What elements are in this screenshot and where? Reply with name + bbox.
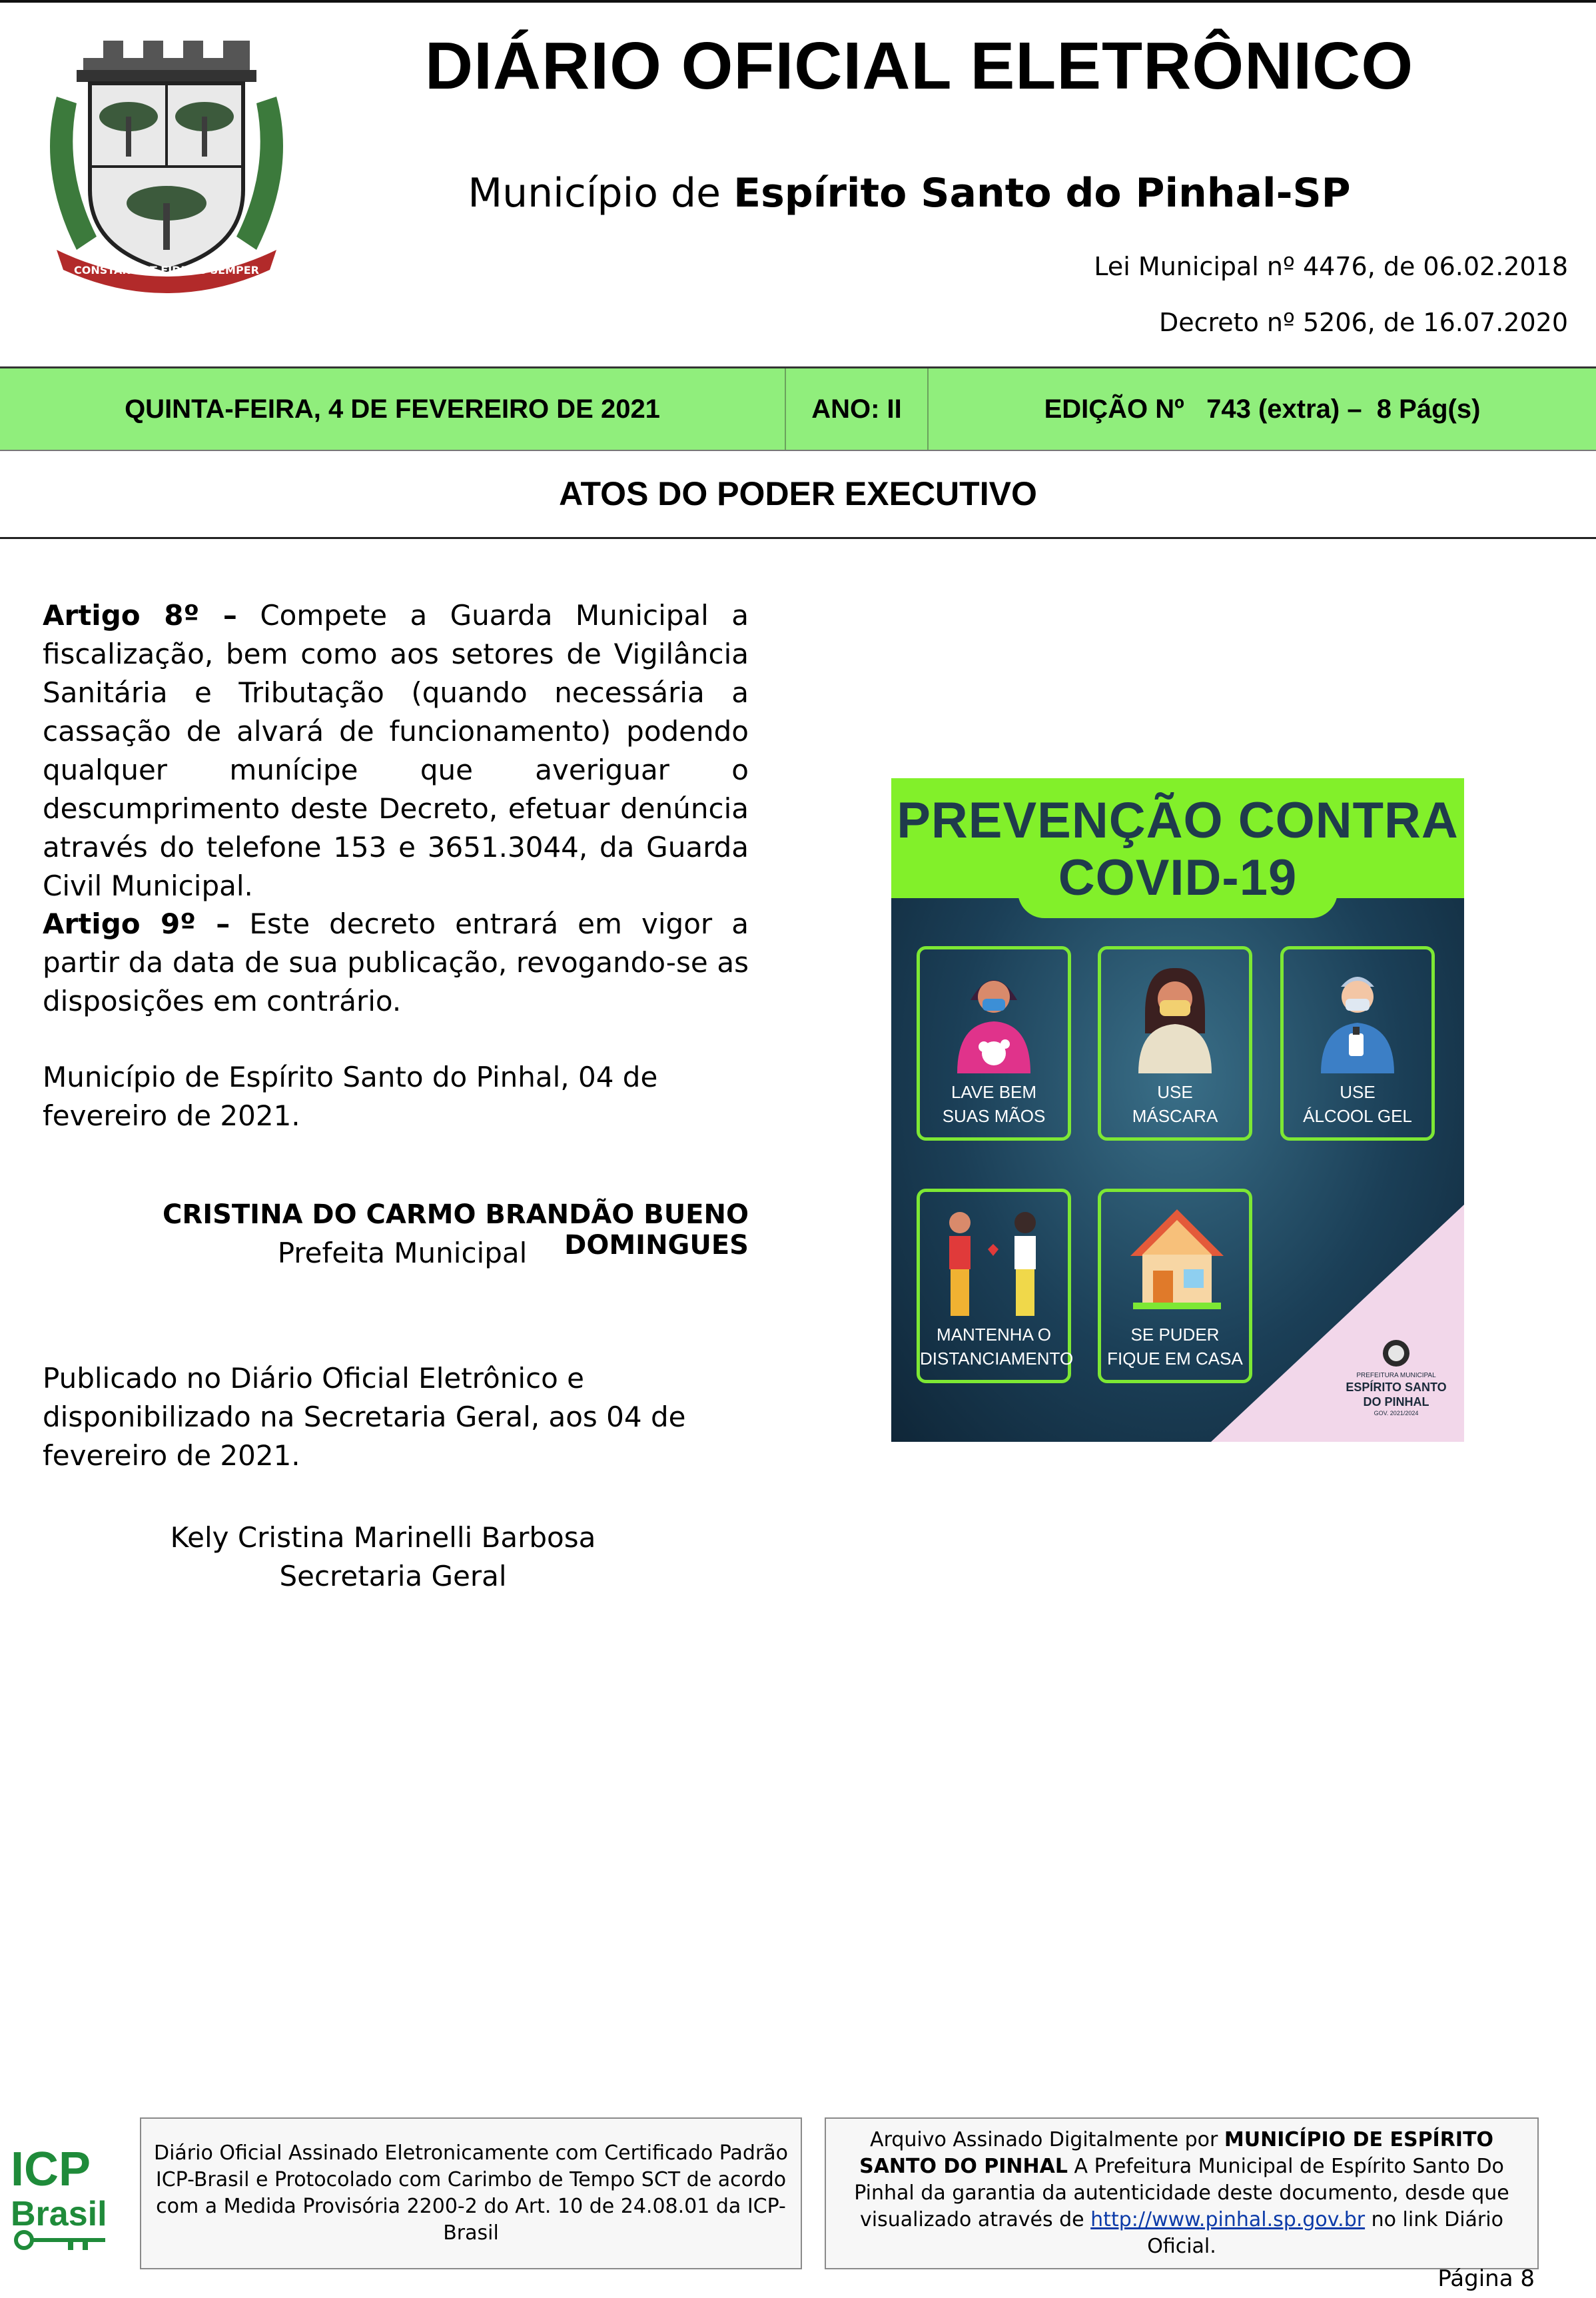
hand-washing-icon — [944, 960, 1044, 1073]
card-label: USE ÁLCOOL GEL — [1303, 1082, 1412, 1126]
card-label: LAVE BEM SUAS MÃOS — [942, 1082, 1046, 1126]
edition-date: QUINTA-FEIRA, 4 DE FEVEREIRO DE 2021 — [0, 368, 786, 450]
poster-card-distancing — [917, 1189, 1074, 1383]
mayor-name: CRISTINA DO CARMO BRANDÃO BUENO DOMINGUES — [163, 1199, 749, 1261]
footer-signature-note — [825, 2117, 1539, 2269]
poster-logo-caption: PREFEITURA MUNICIPAL — [1356, 1372, 1436, 1379]
article-9-text: Este decreto entrará em vigor a partir da data de sua publicação, revogando-se as disposições em contrário. — [43, 907, 749, 1017]
signature-middle: A Prefeitura Municipal de Espírito Santo Do Pinhal da garantia da autenticidade deste documento, desde que visualizado através de — [854, 2155, 1509, 2231]
house-icon — [1124, 1203, 1230, 1316]
poster-logo-name: ESPÍRITO SANTO DO PINHAL — [1346, 1381, 1447, 1409]
edition-bar — [0, 366, 1596, 451]
poster-title-line1: PREVENÇÃO CONTRA — [897, 792, 1459, 849]
secretary-name: Kely Cristina Marinelli Barbosa — [170, 1521, 596, 1554]
poster-card-hand-gel — [1280, 946, 1435, 1141]
card-label: USE MÁSCARA — [1132, 1082, 1218, 1126]
law-reference: Lei Municipal nº 4476, de 06.02.2018 — [1094, 252, 1568, 281]
card-label: SE PUDER FIQUE EM CASA — [1107, 1325, 1243, 1369]
card-label: MANTENHA O DISTANCIAMENTO — [920, 1325, 1074, 1369]
article-9-label: Artigo 9º – — [43, 907, 230, 940]
article-9 — [43, 905, 749, 1021]
poster-city-logo — [1336, 1338, 1456, 1417]
edition-year: ANO: II — [786, 368, 929, 450]
top-rule — [0, 0, 1596, 3]
article-8-text: Compete a Guarda Municipal a fiscalização, bem como aos setores de Vigilância Sanitária e Tributação (quando necessária a cassação de alvará de funcionamento) podendo qualquer munícipe que averiguar o descumprimento deste Decreto, efetuar denúncia através do telefone 153 e 3651.3044, da Guarda Civil Municipal. — [43, 599, 749, 902]
svg-text:ICP: ICP — [11, 2143, 91, 2196]
article-8-label: Artigo 8º – — [43, 599, 237, 632]
page-title: DIÁRIO OFICIAL ELETRÔNICO — [424, 29, 1414, 103]
publication-note: Publicado no Diário Oficial Eletrônico e disponibilizado na Secretaria Geral, aos 04 de fevereiro de 2021. — [43, 1362, 686, 1472]
signature-prefix: Arquivo Assinado Digitalmente por — [870, 2128, 1224, 2151]
face-mask-icon — [1125, 960, 1225, 1073]
article-8 — [43, 596, 749, 905]
edition-number: EDIÇÃO Nº 743 (extra) – 8 Pág(s) — [1044, 394, 1481, 424]
page-number: Página 8 — [1437, 2265, 1535, 2292]
section-title: ATOS DO PODER EXECUTIVO — [559, 475, 1037, 512]
signature-entity: MUNICÍPIO DE ESPÍRITO SANTO DO PINHAL — [859, 2128, 1493, 2178]
mayor-role: Prefeita Municipal — [277, 1237, 528, 1269]
municipality-subtitle — [373, 170, 1445, 217]
covid-prevention-poster — [891, 778, 1464, 1442]
place-date: Município de Espírito Santo do Pinhal, 04 de fevereiro de 2021. — [43, 1061, 658, 1132]
svg-text:Brasil: Brasil — [11, 2195, 107, 2233]
section-rule — [0, 537, 1596, 539]
svg-text:CONSTANS ET FIDELIS SEMPER: CONSTANS ET FIDELIS SEMPER — [74, 264, 259, 277]
hand-sanitizer-icon — [1308, 960, 1407, 1073]
pinhal-website-link[interactable]: http://www.pinhal.sp.gov.br — [1090, 2208, 1366, 2231]
poster-logo-term: GOV. 2021/2024 — [1374, 1410, 1419, 1417]
municipality-prefix: Município de — [468, 170, 734, 217]
secretary-role: Secretaria Geral — [279, 1560, 507, 1592]
poster-card-wash-hands — [917, 946, 1071, 1141]
poster-card-stay-home — [1098, 1189, 1252, 1383]
city-crest-icon — [1381, 1338, 1411, 1369]
poster-title-line2: COVID-19 — [1058, 850, 1298, 906]
signature-suffix: no link Diário Oficial. — [1147, 2208, 1503, 2258]
poster-card-use-mask — [1098, 946, 1252, 1141]
social-distancing-icon — [940, 1203, 1046, 1329]
decree-reference: Decreto nº 5206, de 16.07.2020 — [1158, 308, 1568, 337]
municipal-crest-icon — [37, 37, 296, 296]
footer-certificate-note: Diário Oficial Assinado Eletronicamente com Certificado Padrão ICP-Brasil e Protocolado com Carimbo de Tempo SCT de acordo com a Medida Provisória 2200-2 do Art. 10 de 24.08.01 da ICP-Brasil — [140, 2117, 802, 2269]
municipality-name: Espírito Santo do Pinhal-SP — [733, 170, 1351, 217]
icp-brasil-logo-icon — [8, 2139, 115, 2252]
